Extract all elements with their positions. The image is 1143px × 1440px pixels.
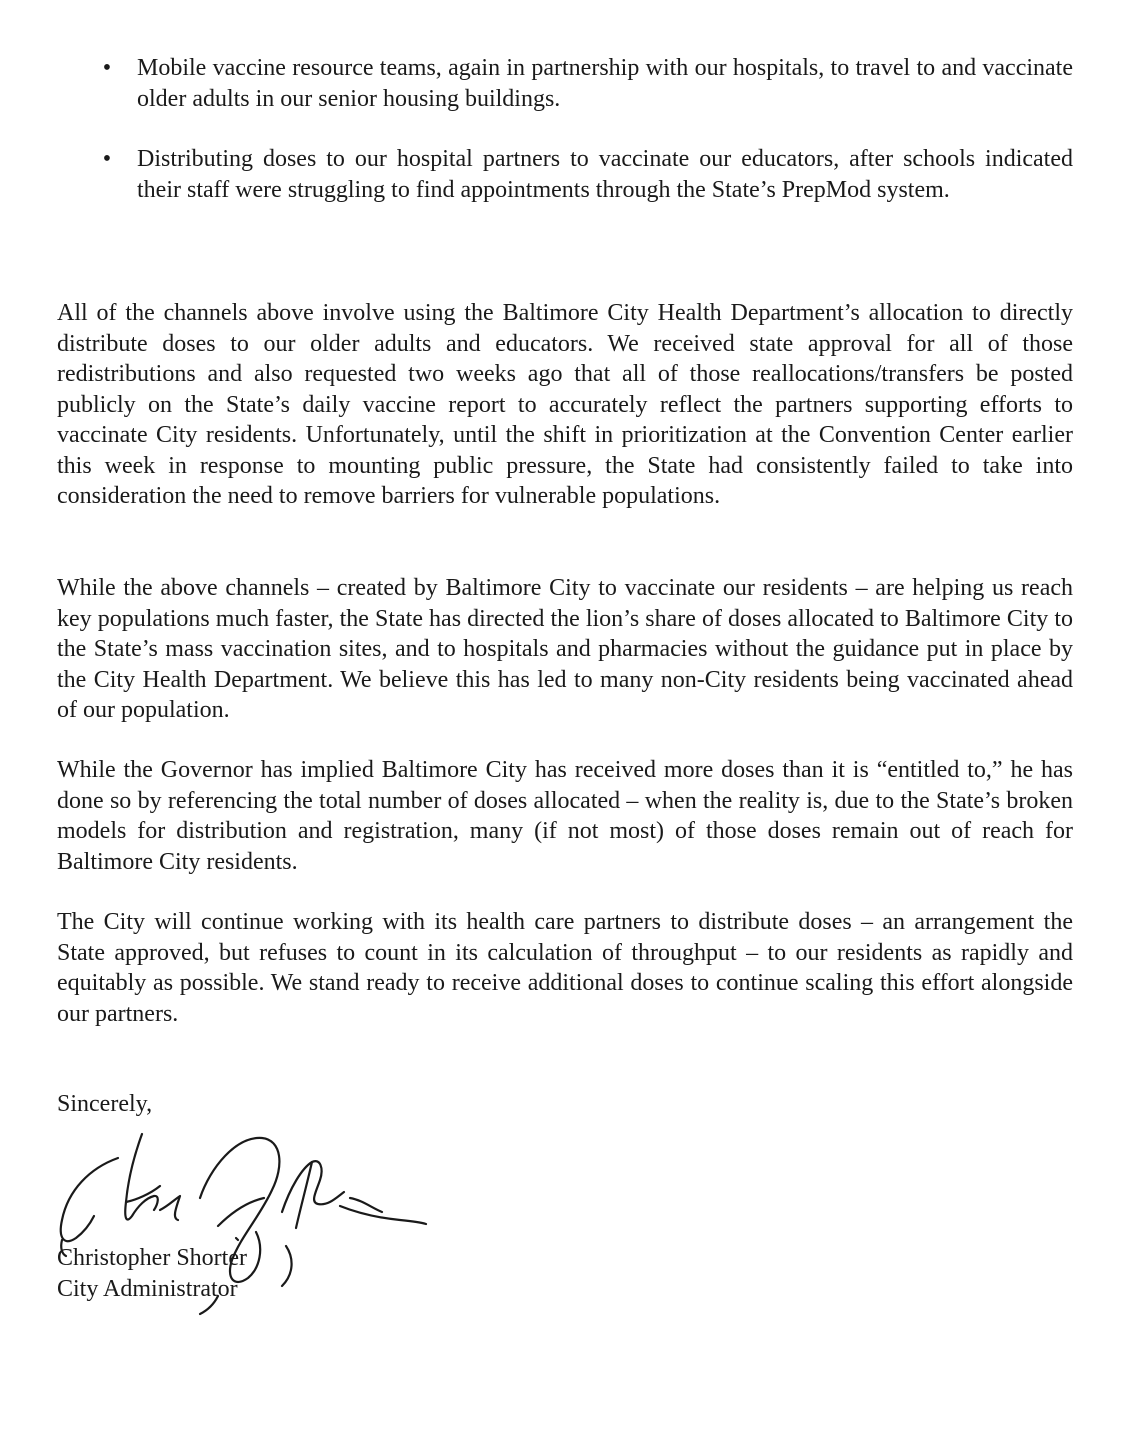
bullet-list xyxy=(57,53,1073,235)
signer-title: City Administrator xyxy=(57,1276,238,1302)
bullet-text: Distributing doses to our hospital partners to vaccinate our educators, after schools indicated their staff were struggling to find appointments through the State’s PrepMod system. xyxy=(137,146,1073,203)
body-paragraph: The City will continue working with its health care partners to distribute doses – an arrangement the State approved, but refuses to count in its calculation of throughput – to our residents as rapidly and equitably as possible. We stand ready to receive additional doses to continue scaling this effort alongside our partners. xyxy=(57,909,1073,1027)
bullet-dot-icon: • xyxy=(102,55,112,81)
signer-name: Christopher Shorter xyxy=(57,1245,247,1271)
closing-salutation: Sincerely, xyxy=(57,1091,153,1117)
body-paragraph: While the Governor has implied Baltimore City has received more doses than it is “entitled to,” he has done so by referencing the total number of doses allocated – when the reality is, due to the State’s broken models for distribution and registration, many (if not most) of those doses remain out of reach for Baltimore City residents. xyxy=(57,757,1073,875)
body-paragraph: While the above channels – created by Baltimore City to vaccinate our residents – are helping us reach key populations much faster, the State has directed the lion’s share of doses allocated to Baltimore City to the State’s mass vaccination sites, and to hospitals and pharmacies without the guidance put in place by the City Health Department. We believe this has led to many non-City residents being vaccinated ahead of our population. xyxy=(57,575,1073,723)
bullet-dot-icon: • xyxy=(102,146,112,172)
bullet-text: Mobile vaccine resource teams, again in partnership with our hospitals, to travel to and vaccinate older adults in our senior housing buildings. xyxy=(137,55,1073,112)
bullet-item xyxy=(57,144,1073,205)
bullet-item xyxy=(57,53,1073,114)
body-paragraph: All of the channels above involve using the Baltimore City Health Department’s allocation to directly distribute doses to our older adults and educators. We received state approval for all of those redistributions and also requested two weeks ago that all of those reallocations/transfers be posted publicly on the State’s daily vaccine report to accurately reflect the partners supporting efforts to vaccinate City residents. Unfortunately, until the shift in prioritization at the Convention Center earlier this week in response to mounting public pressure, the State had consistently failed to take into consideration the need to remove barriers for vulnerable populations. xyxy=(57,300,1073,509)
